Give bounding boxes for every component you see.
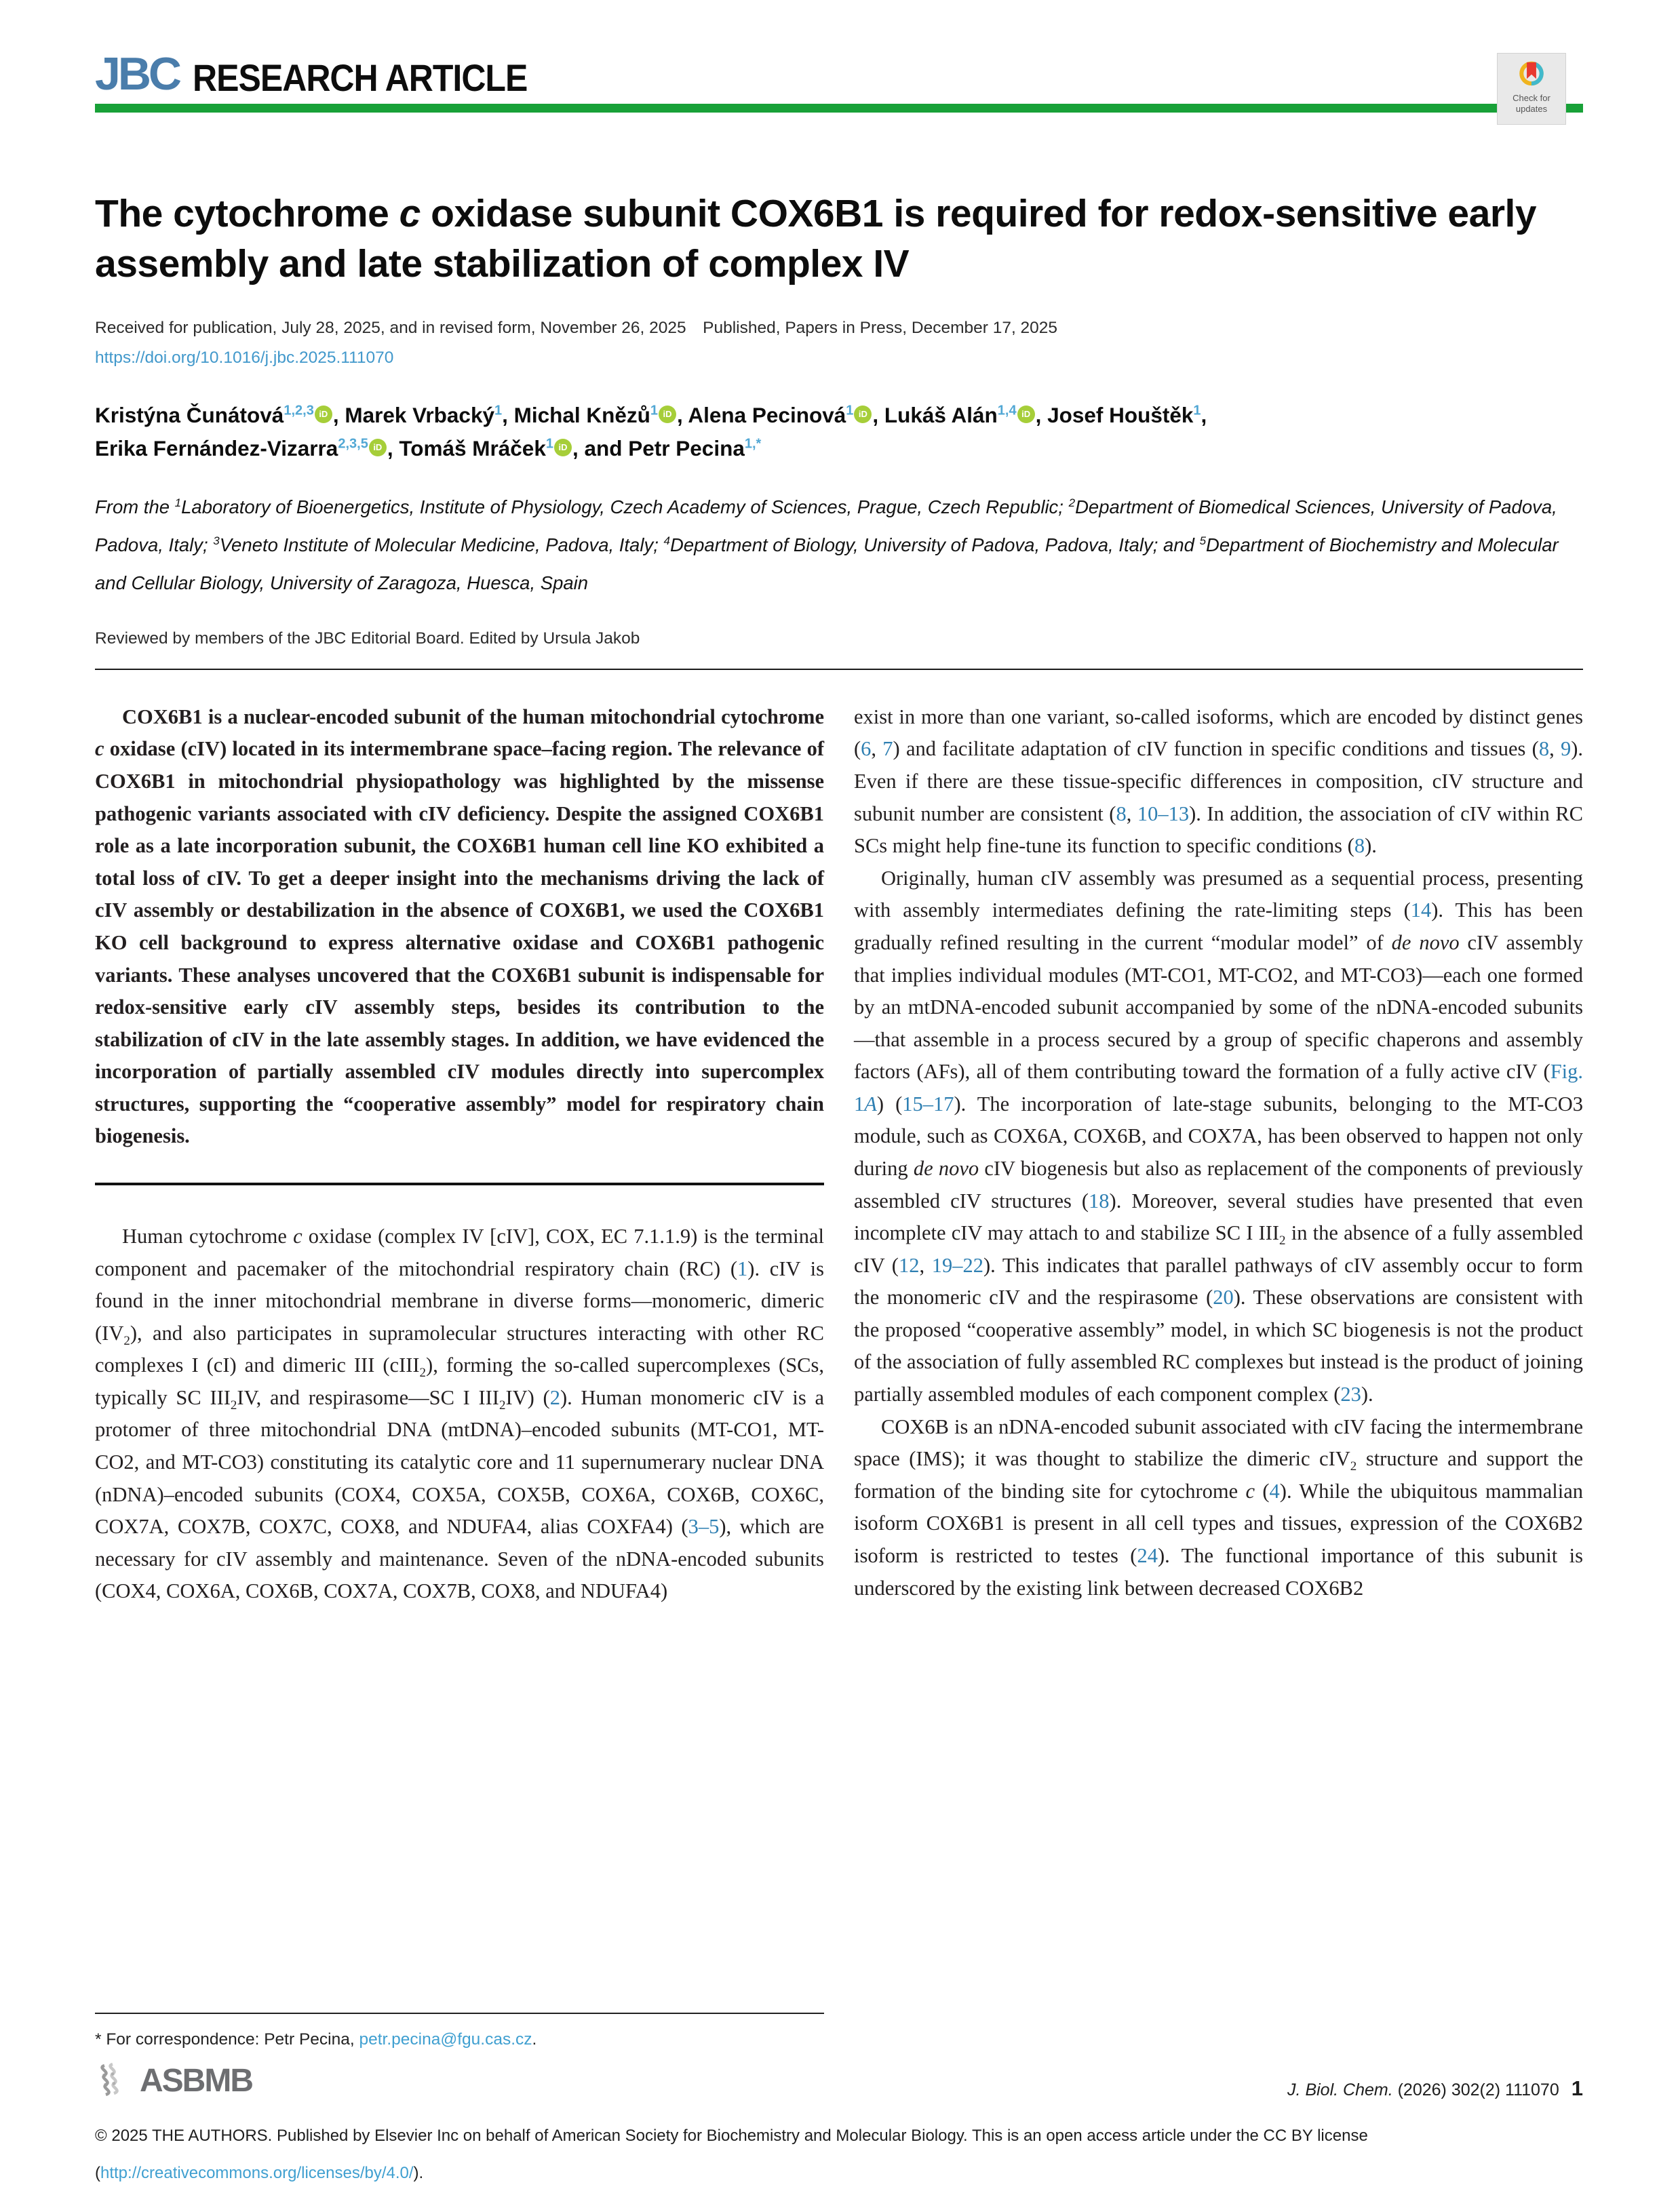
- author-name: Kristýna Čunátová$^{1,2,3}$ iD ,: [95, 403, 345, 427]
- author-line-2: [95, 432, 1583, 465]
- reference-link[interactable]: 19–22: [931, 1253, 983, 1277]
- author-name: Michal Knězů$^1$ iD ,: [513, 403, 688, 427]
- reference-link[interactable]: 3–5: [688, 1515, 720, 1539]
- dna-helix-icon: [95, 2061, 140, 2101]
- intro-paragraph-3: Originally, human cIV assembly was presumed as a sequential process, presenting with assembly intermediates defining the rate-limiting steps (14). This has been gradually refined resulting in the current “modular model” of de novo cIV assembly that implies individual modules (MT-CO1, MT-CO2, and MT-CO3)—each one formed by an mtDNA-encoded subunit accompanied by some of the nDNA-encoded subunits—that assemble in a process secured by a group of specific chaperons and assembly factors (AFs), all of them contributing toward the formation of a fully active cIV (Fig. 1A) (15–17). The incorporation of late-stage subunits, belonging to the MT-CO3 module, such as COX6A, COX6B, and COX7A, has been observed to happen not only during de novo cIV biogenesis but also as replacement of the components of previously assembled cIV structures (18). Moreover, several studies have presented that even incomplete cIV may attach to and stabilize SC I $III_2$ in the absence of a fully assembled cIV (12, 19–22). This indicates that parallel pathways of cIV assembly occur to form the monomeric cIV and the respirasome (20). These observations are consistent with the proposed “cooperative assembly” model, in which SC biogenesis is not the product of the association of fully assembled RC complexes but instead is the product of joining partially assembled modules of each component complex (23).: [854, 866, 1584, 1406]
- reference-link[interactable]: 2: [549, 1385, 560, 1409]
- abstract: COX6B1 is a nuclear-encoded subunit of the human mitochondrial cytochrome c oxidase (cIV) located in its intermembrane space–facing region. The relevance of COX6B1 in mitochondrial physiopathology was highlighted by the missense pathogenic variants associated with cIV deficiency. Despite the assigned COX6B1 role as a late incorporation subunit, the COX6B1 human cell line KO exhibited a total loss of cIV. To get a deeper insight into the mechanisms driving the lack of cIV assembly or destabilization in the absence of COX6B1, we used the COX6B1 KO cell background to express alternative oxidase and COX6B1 pathogenic variants. These analyses uncovered that the COX6B1 subunit is indispensable for redox-sensitive early cIV assembly steps, besides its contribution to the stabilization of cIV in the late assembly stages. In addition, we have evidenced the incorporation of partially assembled cIV modules directly into supercomplex structures, supporting the “cooperative assembly” model for respiratory chain biogenesis.: [95, 705, 824, 1148]
- reference-link[interactable]: 20: [1213, 1286, 1234, 1309]
- journal-citation: [1287, 2076, 1583, 2101]
- check-for-updates-badge[interactable]: [1497, 53, 1566, 125]
- orcid-icon[interactable]: iD: [315, 406, 332, 423]
- orcid-icon[interactable]: iD: [1017, 406, 1035, 423]
- jbc-logo: JBC: [95, 48, 180, 100]
- author-affil-sup: 1: [846, 403, 854, 418]
- reference-link[interactable]: 8: [1116, 802, 1127, 825]
- author-name: Erika Fernández-Vizarra$^{2,3,5}$ iD ,: [95, 435, 399, 460]
- page-footer: [95, 2061, 1583, 2192]
- copyright-notice: © 2025 THE AUTHORS. Published by Elsevier Inc on behalf of American Society for Biochemistry and Molecular Biology. This is an open access article under the CC BY license (http://creativecommons.org/licenses/by/4.0/).: [95, 2126, 1368, 2183]
- affiliations: From the $^1$Laboratory of Bioenergetics, Institute of Physiology, Czech Academy of Sciences, Prague, Czech Republic; $^2$Department of Biomedical Sciences, University of Padova, Padova, Italy; $^3$Veneto Institute of Molecular Medicine, Padova, Italy; $^4$Department of Biology, University of Padova, Padova, Italy; and $^5$Department of Biochemistry and Molecular and Cellular Biology, University of Zaragoza, Huesca, Spain: [95, 496, 1559, 593]
- section-heading: RESEARCH ARTICLE: [193, 56, 528, 100]
- citation-details: (2026) 302(2) 111070: [1392, 2080, 1559, 2099]
- page-number: 1: [1571, 2076, 1583, 2100]
- orcid-icon[interactable]: iD: [369, 439, 387, 456]
- author-name: Lukáš Alán$^{1,4}$ iD ,: [884, 403, 1048, 427]
- author-affil-sup: 1: [650, 403, 659, 418]
- author-affil-sup: 1: [1193, 403, 1201, 418]
- reference-link[interactable]: 24: [1137, 1543, 1158, 1567]
- reference-link[interactable]: 23: [1340, 1383, 1361, 1406]
- reference-link[interactable]: 1: [737, 1257, 748, 1280]
- reference-link[interactable]: 18: [1089, 1189, 1110, 1212]
- reference-link[interactable]: 6: [861, 737, 872, 761]
- hyperlink[interactable]: http://creativecommons.org/licenses/by/4.0/: [100, 2164, 414, 2183]
- reference-link[interactable]: 7: [882, 737, 893, 761]
- reference-link[interactable]: 4: [1269, 1479, 1280, 1503]
- reference-link[interactable]: A: [864, 1092, 877, 1115]
- badge-label-line1: Check for: [1513, 93, 1550, 103]
- journal-name: J. Biol. Chem.: [1287, 2080, 1393, 2099]
- reference-link[interactable]: 8: [1354, 834, 1365, 858]
- reference-link[interactable]: 15–17: [902, 1092, 954, 1115]
- reference-link[interactable]: 9: [1560, 737, 1572, 761]
- orcid-icon[interactable]: iD: [554, 439, 572, 456]
- footnote-block: [95, 2013, 824, 2049]
- correspondence-footnote: * For correspondence: Petr Pecina, petr.pecina@fgu.cas.cz.: [95, 2030, 537, 2049]
- author-affil-sup: 1: [494, 403, 503, 418]
- badge-label-line2: updates: [1515, 104, 1548, 115]
- reference-link[interactable]: Fig. 1: [854, 1060, 1583, 1115]
- article-body: [95, 701, 1583, 2049]
- left-column: [95, 701, 824, 2049]
- author-affil-sup: 1: [545, 436, 553, 452]
- asbmb-wordmark: ASBMB: [140, 2062, 252, 2099]
- author-list: [95, 399, 1583, 465]
- author-name: Josef Houštěk$^1$,: [1047, 403, 1207, 427]
- author-affil-sup: 2,3,5: [338, 436, 368, 452]
- asbmb-logo: [95, 2061, 252, 2101]
- hyperlink[interactable]: petr.pecina@fgu.cas.cz: [359, 2030, 532, 2049]
- author-line-1: [95, 399, 1583, 432]
- crossmark-icon: [1514, 58, 1549, 93]
- author-affil-sup: 1,2,3: [284, 403, 314, 418]
- abstract-divider: [95, 1183, 824, 1185]
- intro-paragraph-4: COX6B is an nDNA-encoded subunit associated with cIV facing the intermembrane space (IMS); it was thought to stabilize the dimeric cIV$_2$ structure and support the formation of the binding site for cytochrome c (4). While the ubiquitous mammalian isoform COX6B1 is present in all cell types and tissues, expression of the COX6B2 isoform is restricted to testes (24). The functional importance of this subunit is underscored by the existing link between decreased COX6B2: [854, 1415, 1583, 1600]
- author-name: Tomáš Mráček$^1$ iD , and: [399, 435, 629, 460]
- orcid-icon[interactable]: iD: [854, 406, 872, 423]
- reference-link[interactable]: 14: [1410, 898, 1432, 922]
- author-name: Marek Vrbacký$^1$,: [345, 403, 514, 427]
- article-title: The cytochrome c oxidase subunit COX6B1 is required for redox-sensitive early assembly and late stabilization of complex IV: [95, 192, 1537, 285]
- editorial-note: Reviewed by members of the JBC Editorial Board. Edited by Ursula Jakob: [95, 629, 640, 648]
- intro-paragraph-2: exist in more than one variant, so-called isoforms, which are encoded by distinct genes (6, 7) and facilitate adaptation of cIV function in specific conditions and tissues (8, 9). Even if there are these tissue-specific differences in composition, cIV structure and subunit number are consistent (8, 10–13). In addition, the association of cIV within RC SCs might help fine-tune its function to specific conditions (8).: [854, 705, 1584, 858]
- header-body-divider: [95, 669, 1583, 670]
- doi-link[interactable]: https://doi.org/10.1016/j.jbc.2025.111070: [95, 349, 394, 367]
- reference-link[interactable]: 12: [898, 1253, 920, 1277]
- author-name: Petr Pecina$^{1,*}$: [628, 435, 762, 460]
- reference-link[interactable]: 10–13: [1137, 802, 1190, 825]
- intro-paragraph-1: Human cytochrome c oxidase (complex IV [cIV], COX, EC 7.1.1.9) is the terminal component and pacemaker of the mitochondrial respiratory chain (RC) (1). cIV is found in the inner mitochondrial membrane in diverse forms—monomeric, dimeric $(IV_2)$, and also participates in supramolecular structures interacting with other RC complexes I (cI) and dimeric III (cIII$_2$), forming the so-called supercomplexes (SCs, typically SC $III_2IV$, and respirasome—SC I $III_2IV$) (2). Human monomeric cIV is a protomer of three mitochondrial DNA (mtDNA)–encoded subunits (MT-CO1, MT-CO2, and MT-CO3) constituting its catalytic core and 11 supernumerary nuclear DNA (nDNA)–encoded subunits (COX4, COX5A, COX5B, COX6A, COX6B, COX6C, COX7A, COX7B, COX7C, COX8, and NDUFA4, alias COXFA4) (3–5), which are necessary for cIV assembly and maintenance. Seven of the nDNA-encoded subunits (COX4, COX6A, COX6B, COX7A, COX7B, COX8, and NDUFA4): [95, 1225, 825, 1603]
- masthead-divider: [95, 104, 1583, 113]
- footnote-divider: [95, 2013, 824, 2014]
- orcid-icon[interactable]: iD: [659, 406, 676, 423]
- right-column: [854, 701, 1583, 2049]
- reference-link[interactable]: 8: [1538, 737, 1550, 761]
- author-affil-sup: 1,*: [744, 436, 762, 452]
- author-affil-sup: 1,4: [997, 403, 1017, 418]
- author-name: Alena Pecinová$^1$ iD ,: [688, 403, 884, 427]
- received-dates: Received for publication, July 28, 2025, and in revised form, November 26, 2025 Published, Papers in Press, December 17, 2025: [95, 319, 1058, 337]
